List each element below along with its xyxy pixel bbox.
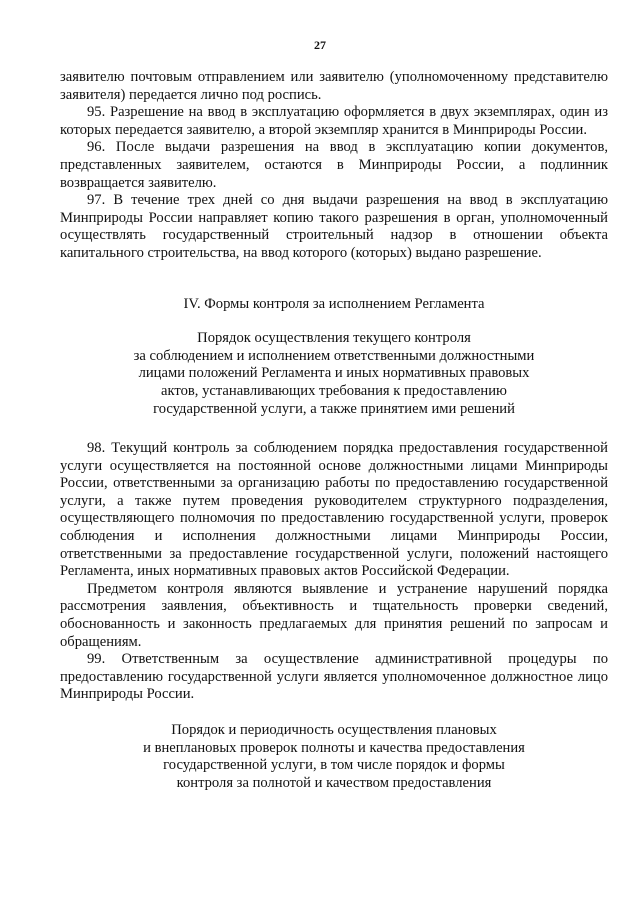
page-content	[60, 69, 608, 792]
section-title: IV. Формы контроля за исполнением Регламента	[183, 295, 485, 312]
paragraph-99: 99. Ответственным за осуществление административной процедуры по предоставлению государственной услуги является уполномоченное должностное лицо Минприроды России.	[60, 651, 608, 703]
paragraph-96: 96. После выдачи разрешения на ввод в эксплуатацию копии документов, представленных заявителем, остаются в Минприроды России, а подлинник возвращается заявителю.	[60, 139, 608, 191]
subsection-title-line: Порядок и периодичность осуществления плановых	[171, 722, 497, 738]
subsection-title-line: контроля за полнотой и качеством предоставления	[176, 774, 492, 791]
subsection-title-line: и внеплановых проверок полноты и качества предоставления	[143, 739, 525, 756]
paragraph-control-subject: Предметом контроля являются выявление и устранение нарушений порядка рассмотрения заявления, объективность и тщательность проверки сведений, обоснованность и законность предлагаемых для принятия решений по запросам и обращениям.	[60, 580, 608, 650]
subsection-title-line: лицами положений Регламента и иных нормативных правовых	[138, 365, 530, 382]
paragraph-continuation: заявителю почтовым отправлением или заявителю (уполномоченному представителю заявителя) передается лично под роспись.	[60, 69, 608, 103]
subsection-title-current-control	[60, 330, 608, 418]
subsection-title-inspections	[60, 722, 608, 792]
paragraph-98: 98. Текущий контроль за соблюдением порядка предоставления государственной услуги осуществляется на постоянной основе должностными лицами Минприроды России, ответственными за организацию работы по предоставлению государственной услуги, а также путем проведения руководителем структурного подразделения, осуществляющего полномочия по предоставлению государственной услуги, проверок соблюдения и исполнения должностными лицами Минприроды России, ответственными за предоставление государственной услуги, положений настоящего Регламента, иных нормативных правовых актов Российской Федерации.	[60, 440, 608, 580]
paragraph-97: 97. В течение трех дней со дня выдачи разрешения на ввод в эксплуатацию Минприроды России направляет копию такого разрешения в орган, уполномоченный осуществлять государственный строительный надзор в отношении объекта капитального строительства, на ввод которого (которых) выдано разрешение.	[60, 192, 608, 261]
subsection-title-line: государственной услуги, а также принятием ими решений	[153, 400, 515, 417]
subsection-title-line: за соблюдением и исполнением ответственными должностными	[133, 347, 535, 364]
paragraph-95: 95. Разрешение на ввод в эксплуатацию оформляется в двух экземплярах, один из которых передается заявителю, а второй экземпляр хранится в Минприроды России.	[60, 104, 608, 138]
page-number: 27	[314, 38, 326, 52]
subsection-title-line: актов, устанавливающих требования к предоставлению	[161, 382, 507, 399]
subsection-title-line: Порядок осуществления текущего контроля	[197, 330, 471, 347]
subsection-title-line: государственной услуги, в том числе порядок и формы	[163, 757, 505, 774]
